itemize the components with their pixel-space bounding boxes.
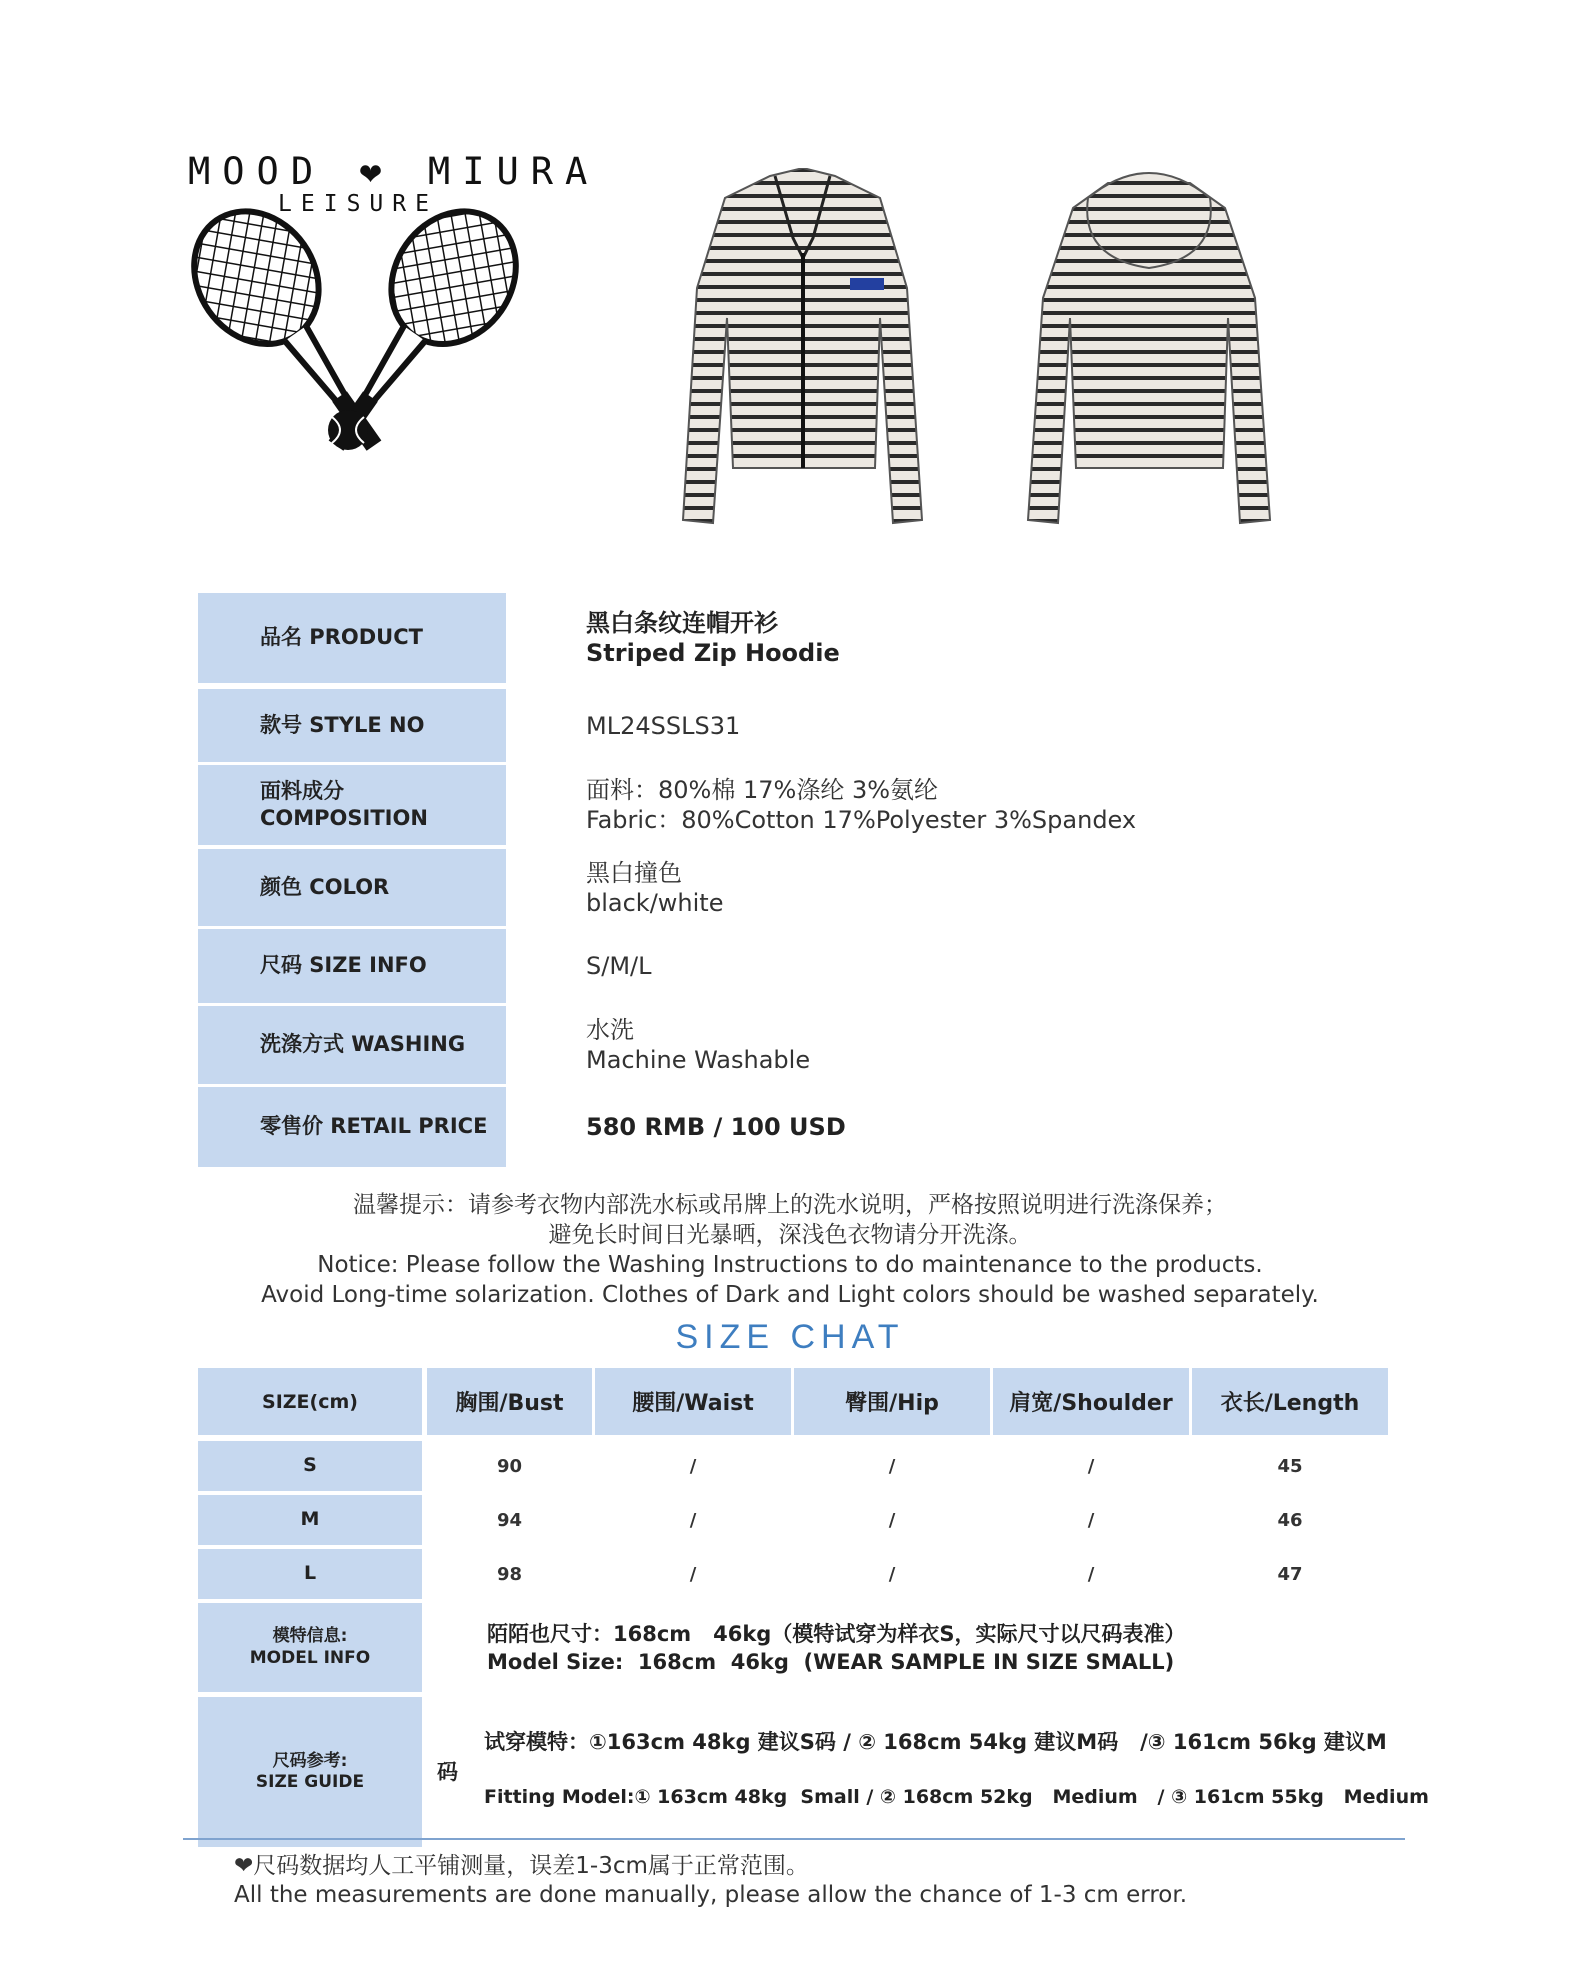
cell-hip: / <box>888 1509 896 1531</box>
measurement-note <box>234 1852 1187 1910</box>
cell-waist: / <box>689 1563 697 1585</box>
composition-en: Fabric：80%Cotton 17%Polyester 3%Spandex <box>586 806 1137 834</box>
washing-value <box>586 1006 810 1084</box>
cell-length: 47 <box>1277 1563 1303 1585</box>
product-name-en: Striped Zip Hoodie <box>586 639 840 667</box>
size-info-value <box>586 929 651 1003</box>
crossed-tennis-rackets-icon <box>190 205 520 455</box>
hoodie-back-image <box>1018 168 1280 530</box>
product-name-cn: 黑白条纹连帽开衫 <box>586 609 778 637</box>
retail-price-text: 580 RMB / 100 USD <box>586 1113 846 1141</box>
size-info-text: S/M/L <box>586 952 652 980</box>
measurement-note-en: All the measurements are done manually, please allow the chance of 1-3 cm error. <box>234 1882 1188 1908</box>
size-guide-label <box>198 1697 422 1847</box>
size-chart-title: SIZE CHAT <box>675 1318 905 1356</box>
model-info-text <box>487 1620 1185 1676</box>
header-hip: 臀围/Hip <box>794 1368 990 1435</box>
notice-line-en-1: Notice: Please follow the Washing Instructions to do maintenance to the products. <box>317 1252 1263 1278</box>
measurement-note-cn: ❤尺码数据均人工平铺测量，误差1-3cm属于正常范围。 <box>234 1853 809 1879</box>
color-cn: 黑白撞色 <box>586 858 682 887</box>
composition-value <box>586 765 1136 845</box>
model-info-cn: 陌陌也尺寸：168cm 46kg（模特试穿为样衣S，实际尺寸以尺码表准） <box>487 1622 1186 1646</box>
size-guide-cn: 试穿模特：①163cm 48kg 建议S码 / ② 168cm 54kg 建议M码 /③ 161cm 56kg 建议M <box>484 1730 1387 1754</box>
size-guide-en: Fitting Model:① 163cm 48kg Small / ② 168cm 52kg Medium / ③ 161cm 55kg Medium <box>484 1786 1429 1808</box>
color-label: 颜色 COLOR <box>198 849 506 926</box>
composition-label: 面料成分 COMPOSITION <box>198 765 506 845</box>
cell-shoulder: / <box>1087 1455 1095 1477</box>
cell-shoulder: / <box>1087 1509 1095 1531</box>
care-notice <box>0 1190 1580 1310</box>
cell-length: 46 <box>1277 1509 1303 1531</box>
style-no-text: ML24SSLS31 <box>586 711 741 740</box>
product-label: 品名 PRODUCT <box>198 593 506 683</box>
model-info-en: Model Size: 168cm 46kg (WEAR SAMPLE IN SIZE SMALL) <box>487 1650 1175 1674</box>
style-no-value <box>586 689 740 762</box>
size-guide-label-cn: 尺码参考: <box>272 1750 348 1771</box>
cell-shoulder: / <box>1087 1563 1095 1585</box>
cell-waist: / <box>689 1509 697 1531</box>
retail-price-label: 零售价 RETAIL PRICE <box>198 1087 506 1167</box>
style-no-label: 款号 STYLE NO <box>198 689 506 762</box>
washing-cn: 水洗 <box>586 1016 634 1044</box>
brand-name: MOOD ❤ MIURA <box>188 150 600 193</box>
size-row-label: L <box>198 1549 422 1599</box>
model-info-label <box>198 1603 422 1692</box>
header-shoulder: 肩宽/Shoulder <box>993 1368 1189 1435</box>
size-row-label: M <box>198 1495 422 1545</box>
brand-subtitle: LEISURE <box>278 191 438 217</box>
cell-waist: / <box>689 1455 697 1477</box>
header-size: SIZE(cm) <box>198 1368 422 1435</box>
size-info-label: 尺码 SIZE INFO <box>198 929 506 1003</box>
cell-bust: 90 <box>496 1455 523 1477</box>
divider <box>183 1838 1405 1840</box>
composition-cn: 面料：80%棉 17%涤纶 3%氨纶 <box>586 776 939 804</box>
cell-bust: 98 <box>496 1563 523 1585</box>
header-length: 衣长/Length <box>1192 1368 1388 1435</box>
cell-hip: / <box>888 1563 896 1585</box>
notice-line-en-2: Avoid Long-time solarization. Clothes of Dark and Light colors should be washed separately. <box>261 1282 1319 1308</box>
model-info-label-cn: 模特信息: <box>272 1626 348 1647</box>
size-guide-cn-wrap: 码 <box>437 1760 458 1784</box>
washing-en: Machine Washable <box>586 1046 811 1074</box>
color-en: black/white <box>586 888 724 917</box>
size-guide-label-en: SIZE GUIDE <box>255 1772 365 1792</box>
color-value <box>586 849 723 926</box>
size-row-label: S <box>198 1441 422 1491</box>
product-value <box>586 593 840 683</box>
washing-label: 洗涤方式 WASHING <box>198 1006 506 1084</box>
cell-length: 45 <box>1277 1455 1303 1477</box>
model-info-label-en: MODEL INFO <box>249 1647 371 1668</box>
header-waist: 腰围/Waist <box>595 1368 791 1435</box>
notice-line-cn-2: 避免长时间日光暴晒，深浅色衣物请分开洗涤。 <box>548 1222 1032 1248</box>
header-bust: 胸围/Bust <box>427 1368 592 1435</box>
hoodie-front-image <box>675 168 930 530</box>
cell-bust: 94 <box>496 1509 523 1531</box>
retail-price-value <box>586 1087 846 1167</box>
cell-hip: / <box>888 1455 896 1477</box>
notice-line-cn-1: 温馨提示：请参考衣物内部洗水标或吊牌上的洗水说明，严格按照说明进行洗涤保养； <box>353 1192 1227 1218</box>
